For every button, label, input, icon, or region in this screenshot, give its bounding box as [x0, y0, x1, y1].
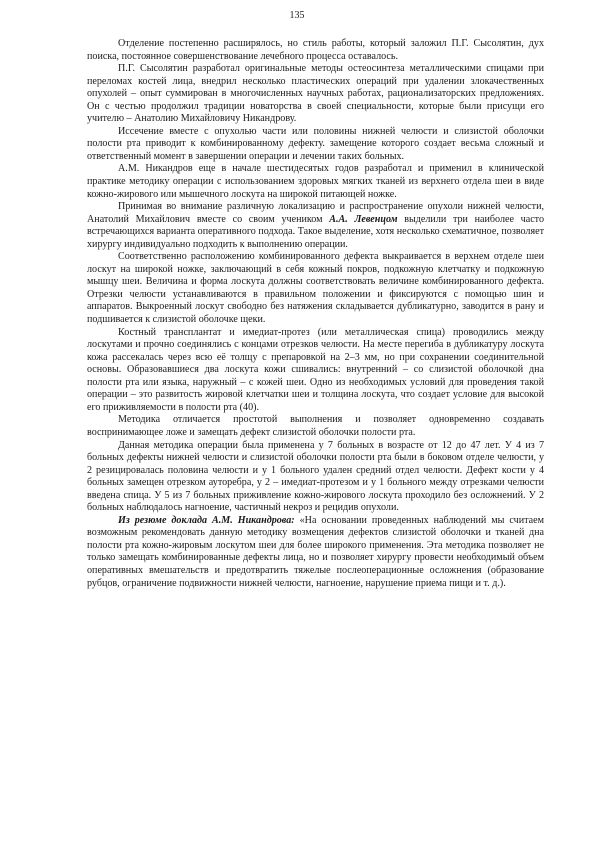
paragraph-8: Методика отличается простотой выполнения и позволяет одновременно создавать воспринимающее ложе и замещать дефект слизистой оболочки полости рта.	[87, 414, 544, 438]
paragraph-10-tail: «На основании проведенных наблюдений мы считаем возможным рекомендовать данную методику возмещения дефектов слизистой оболочки и тканей дна полости рта кожно-жировым лоскутом шеи для более широкого применения. Эта методика позволяет не только замещать комбинированные дефекты лица, но и позволяет хирургу провести необходимый объем оперативных вмешательств и предотвратить тяжелые послеоперационные осложнения (образование рубцов, ограничение подвижности нижней челюсти, нагноение, нарушение приема пищи и т. д.).	[87, 514, 544, 589]
paragraph-6: Соответственно расположению комбинированного дефекта выкраивается в верхнем отделе шеи лоскут на широкой ножке, заключающий в себя кожный покров, подкожную клетчатку и подкожную мышцу шеи. Величина и форма лоскута должны соответствовать величине комбинированного дефекта. Отрезки челюсти устанавливаются в правильном положении и фиксируются с помощью шин и аппаратов. Выкроенный лоскут свободно без натяжения складывается дубликатурно, заводится в рану и подшивается к слизистой оболочке щеки.	[87, 251, 544, 326]
paragraph-5	[87, 201, 544, 251]
paragraph-7: Костный трансплантат и имедиат-протез (или металлическая спица) проводились между лоскутами и прочно соединялись с концами отрезков челюсти. На месте перегиба в дубликатуру лоскута кожа рассекалась через всю её толщу с препаровкой на 2–3 мм, но при сохранении соединительной основы. Образовавшиеся два лоскута кожи сшивались: внутренний – со слизистой оболочкой дна полости рта или языка, наружный – с кожей шеи. Одно из необходимых условий для проведения такой операции – это развитость жировой клетчатки шеи и толщина лоскута, что создает условие для высокой его приживляемости в полости рта (40).	[87, 326, 544, 413]
paragraph-4: А.М. Никандров еще в начале шестидесятых годов разработал и применил в клинической практике методику операции с использованием здоровых мягких тканей из верхнего отдела шеи в виде кожно-жирового или мышечного лоскута на широкой питающей ножке.	[87, 163, 544, 200]
paragraph-5-lead: Принимая во внимание различную локализацию и распространение опухоли нижней челюсти, Анатолий Михайлович вместе со своим учеником	[87, 201, 544, 225]
paragraph-1: Отделение постепенно расширялось, но стиль работы, который заложил П.Г. Сысолятин, дух поиска, постоянное совершенствование лечебного процесса оставалось.	[87, 38, 544, 62]
author-name-emphasis: А.А. Левенцом	[329, 213, 398, 225]
paragraph-5-tail: выделили три наиболее часто встречающихся варианта оперативного подхода. Такое выделение, хотя несколько схематичное, позволяет хирургу индивидуально подходить к выполнению операции.	[87, 213, 545, 250]
page-number: 135	[289, 10, 305, 21]
body-text	[87, 38, 544, 590]
paragraph-3: Иссечение вместе с опухолью части или половины нижней челюсти и слизистой оболочки полости рта приводит к комбинированному дефекту. замещение которого создает весьма сложный и ответственный момент в завершении операции и лечении таких больных.	[87, 125, 544, 162]
paragraph-10	[87, 515, 544, 590]
report-summary-heading: Из резюме доклада А.М. Никандрова:	[118, 514, 295, 526]
paragraph-2: П.Г. Сысолятин разработал оригинальные методы остеосинтеза металлическими спицами при переломах костей лица, внедрил несколько пластических операций при удалении злокачественных опухолей – опыт суммирован в многочисленных научных работах, рационализаторских предложениях. Он с честью продолжил традиции новаторства в своей специальности, которые были присущи его учителю – Анатолию Михайловичу Никандрову.	[87, 63, 544, 125]
paragraph-9: Данная методика операции была применена у 7 больных в возрасте от 12 до 47 лет. У 4 из 7 больных дефекты нижней челюсти и слизистой оболочки полости рта были в боковом отделе челюсти, у 2 резицировалась половина челюсти и у 1 больного удален средний отдел челюсти. Дефект кости у 4 больных замещен отрезком ауторебра, у 2 – имедиат-протезом и у 1 больного между отрезками челюсти введена спица. У 5 из 7 больных приживление кожно-жирового лоскута проходило без осложнений. У 2 больных наблюдалось нагноение, частичный некроз и рецидив опухоли.	[87, 439, 544, 514]
